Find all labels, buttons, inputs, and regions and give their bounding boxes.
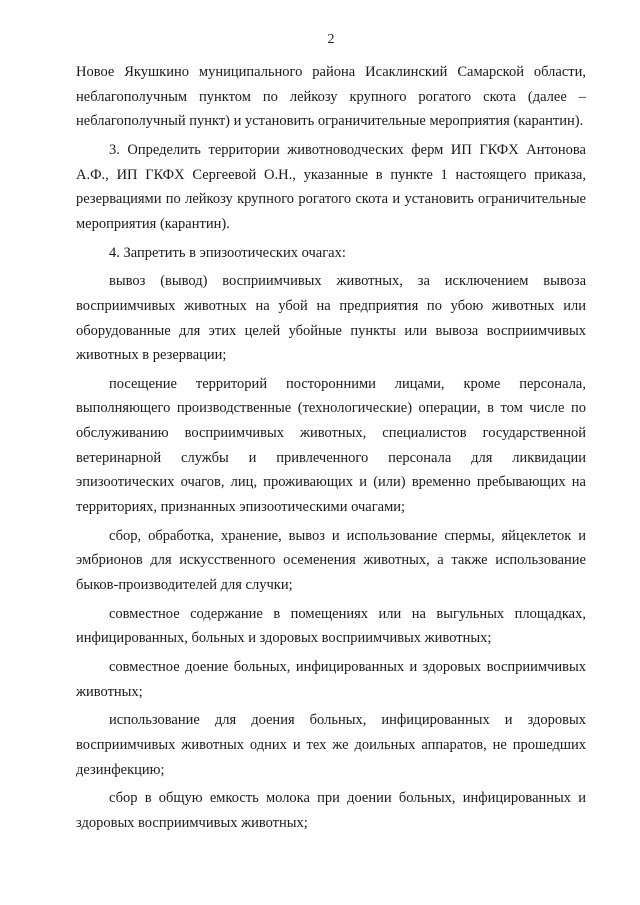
paragraph: 4. Запретить в эпизоотических очагах: [109,244,346,261]
paragraph: сбор, обработка, хранение, вывоз и использование спермы, яйцеклеток и эмбрионов для искусственного осеменения животных, а также использование быков-производителей для случки; [76,527,586,593]
page-number: 2 [327,32,335,47]
paragraph: использование для доения больных, инфицированных и здоровых восприимчивых животных одних и тех же доильных аппаратов, не прошедших дезинфекцию; [76,712,586,778]
paragraph: совместное содержание в помещениях или на выгульных площадках, инфицированных, больных и здоровых восприимчивых животных; [76,605,586,647]
paragraph: Новое Якушкино муниципального района Исаклинский Самарской области, неблагополучным пунктом по лейкозу крупного рогатого скота (далее – неблагополучный пункт) и установить ограничительные мероприятия (карантин). [76,64,586,130]
document-body [76,60,586,836]
paragraph: посещение территорий посторонними лицами, кроме персонала, выполняющего производственные (технологические) операции, в том числе по обслуживанию восприимчивых животных, специалистов государственной ветеринарной службы и привлеченного персонала для ликвидации эпизоотических очагов, лиц, проживающих и (или) временно пребывающих на территориях, признанных эпизоотическими очагами; [76,375,586,515]
paragraph: совместное доение больных, инфицированных и здоровых восприимчивых животных; [76,658,586,700]
paragraph: сбор в общую емкость молока при доении больных, инфицированных и здоровых восприимчивых животных; [76,790,586,831]
paragraph: вывоз (вывод) восприимчивых животных, за исключением вывоза восприимчивых животных на убой на предприятия по убою животных или оборудованные для этих целей убойные пункты или вывоза восприимчивых животных в резервации; [76,273,586,364]
paragraph: 3. Определить территории животноводческих ферм ИП ГКФХ Антонова А.Ф., ИП ГКФХ Сергеевой О.Н., указанные в пункте 1 настоящего приказа, резервациями по лейкозу крупного рогатого скота и установить ограничительные мероприятия (карантин). [76,141,586,232]
